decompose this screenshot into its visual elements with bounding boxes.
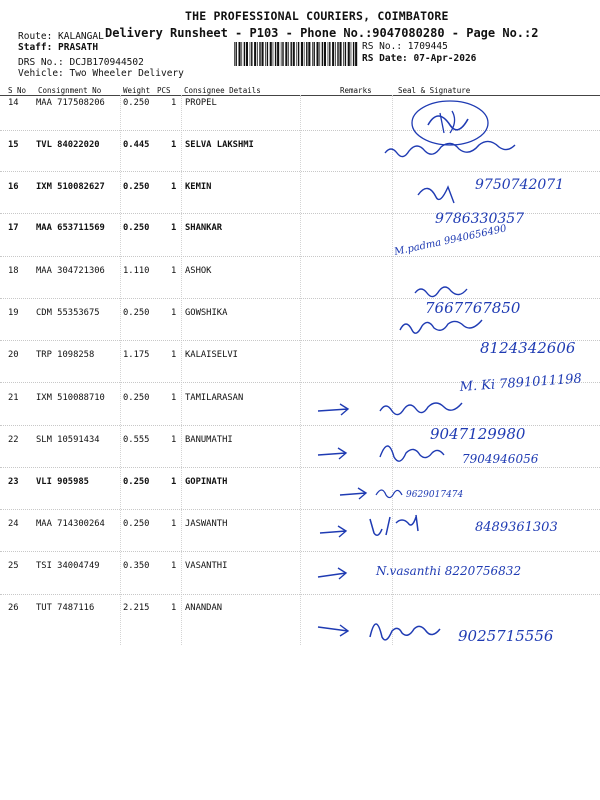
row-consignee: SELVA LAKSHMI bbox=[185, 140, 254, 150]
handwritten-signatures bbox=[300, 95, 600, 655]
row-sno: 25 bbox=[8, 561, 19, 571]
barcode-bar bbox=[345, 42, 346, 66]
barcode-bar bbox=[312, 42, 313, 66]
vehicle-label: Vehicle: Two Wheeler Delivery bbox=[18, 68, 184, 79]
signature-scribble bbox=[400, 320, 482, 333]
barcode-bar bbox=[259, 42, 260, 66]
row-weight: 2.215 bbox=[123, 603, 150, 613]
handwritten-phone: 8489361303 bbox=[475, 520, 558, 535]
row-consignee: KALAISELVI bbox=[185, 350, 238, 360]
row-sno: 14 bbox=[8, 98, 19, 108]
row-pcs: 1 bbox=[171, 223, 177, 233]
row-sno: 15 bbox=[8, 140, 19, 150]
row-weight: 0.250 bbox=[123, 477, 150, 487]
row-weight: 0.250 bbox=[123, 98, 150, 108]
barcode-bar bbox=[273, 42, 274, 66]
row-consignment: CDM 55353675 bbox=[36, 308, 100, 318]
row-consignment: TSI 34004749 bbox=[36, 561, 100, 571]
drs-number: DRS No.: DCJB170944502 bbox=[18, 57, 144, 68]
barcode-bar bbox=[322, 42, 323, 66]
barcode-bar bbox=[251, 42, 252, 66]
row-consignment: TRP 1098258 bbox=[36, 350, 95, 360]
row-sno: 16 bbox=[8, 182, 19, 192]
staff-label: Staff: PRASATH bbox=[18, 42, 99, 53]
barcode-bar bbox=[267, 42, 268, 66]
barcode-bar bbox=[348, 42, 350, 66]
col-consignee: Consignee Details bbox=[184, 86, 261, 95]
row-consignment: VLI 905985 bbox=[36, 477, 89, 487]
barcode-bar bbox=[314, 42, 315, 66]
barcode-bar bbox=[332, 42, 334, 66]
row-consignment: TUT 7487116 bbox=[36, 603, 95, 613]
barcode-bar bbox=[301, 42, 303, 66]
row-weight: 1.175 bbox=[123, 350, 150, 360]
col-weight: Weight bbox=[123, 86, 151, 95]
arrow-mark bbox=[340, 488, 366, 499]
row-weight: 0.350 bbox=[123, 561, 150, 571]
barcode-bar bbox=[293, 42, 295, 66]
barcode-bar bbox=[306, 42, 307, 66]
row-sno: 18 bbox=[8, 266, 19, 276]
row-consignee: VASANTHI bbox=[185, 561, 228, 571]
barcode-bar bbox=[337, 42, 338, 66]
arrow-mark bbox=[320, 526, 346, 537]
barcode-bar bbox=[351, 42, 352, 66]
row-consignee: ANANDAN bbox=[185, 603, 223, 613]
row-pcs: 1 bbox=[171, 435, 177, 445]
row-weight: 1.110 bbox=[123, 266, 150, 276]
row-weight: 0.250 bbox=[123, 182, 150, 192]
row-consignment: MAA 717508206 bbox=[36, 98, 105, 108]
row-weight: 0.250 bbox=[123, 308, 150, 318]
handwritten-phone: 9750742071 bbox=[475, 177, 565, 193]
row-consignee: PROPEL bbox=[185, 98, 217, 108]
row-weight: 0.445 bbox=[123, 140, 150, 150]
runsheet-title: Delivery Runsheet - P103 - Phone No.:9047080280 - Page No.:2 bbox=[105, 26, 539, 40]
handwritten-phone: 9025715556 bbox=[458, 627, 554, 645]
barcode-bar bbox=[265, 42, 266, 66]
barcode-bar bbox=[281, 42, 282, 66]
column-divider bbox=[181, 95, 182, 645]
handwritten-note: M.padma 9940656490 bbox=[393, 223, 508, 258]
barcode-bar bbox=[304, 42, 305, 66]
barcode-bar bbox=[262, 42, 264, 66]
col-seal-signature: Seal & Signature bbox=[398, 86, 471, 95]
barcode-bar bbox=[288, 42, 289, 66]
barcode-bar bbox=[239, 42, 241, 66]
col-remarks: Remarks bbox=[340, 86, 372, 95]
row-consignee: GOWSHIKA bbox=[185, 308, 228, 318]
col-pcs: PCS bbox=[157, 86, 171, 95]
row-sno: 23 bbox=[8, 477, 19, 487]
row-consignee: TAMILARASAN bbox=[185, 393, 244, 403]
barcode-bar bbox=[234, 42, 235, 66]
row-weight: 0.250 bbox=[123, 393, 150, 403]
column-divider bbox=[120, 95, 121, 645]
barcode-bar bbox=[277, 42, 279, 66]
company-title: THE PROFESSIONAL COURIERS, COIMBATORE bbox=[185, 9, 449, 23]
barcode-bar bbox=[244, 42, 245, 66]
barcode-bar bbox=[343, 42, 344, 66]
row-consignment: TVL 84022020 bbox=[36, 140, 100, 150]
arrow-mark bbox=[318, 625, 348, 636]
signature-scribble bbox=[385, 141, 515, 156]
signature-scribble bbox=[370, 515, 418, 535]
signature-scribble bbox=[415, 287, 467, 297]
handwritten-phone: 8124342606 bbox=[480, 339, 576, 357]
col-sno: S No bbox=[8, 86, 27, 95]
row-consignee: BANUMATHI bbox=[185, 435, 233, 445]
barcode-bar bbox=[254, 42, 256, 66]
row-sno: 19 bbox=[8, 308, 19, 318]
barcode-bar bbox=[308, 42, 310, 66]
row-pcs: 1 bbox=[171, 477, 177, 487]
row-weight: 0.250 bbox=[123, 223, 150, 233]
row-pcs: 1 bbox=[171, 561, 177, 571]
arrow-mark bbox=[318, 568, 346, 579]
row-consignment: IXM 510082627 bbox=[36, 182, 105, 192]
row-pcs: 1 bbox=[171, 603, 177, 613]
row-weight: 0.555 bbox=[123, 435, 150, 445]
barcode-bar bbox=[340, 42, 342, 66]
row-consignee: JASWANTH bbox=[185, 519, 228, 529]
signature-scribble bbox=[380, 446, 444, 461]
row-pcs: 1 bbox=[171, 182, 177, 192]
row-sno: 20 bbox=[8, 350, 19, 360]
barcode-bar bbox=[282, 42, 283, 66]
handwritten-note: N.vasanthi 8220756832 bbox=[376, 564, 522, 578]
row-sno: 24 bbox=[8, 519, 19, 529]
row-sno: 17 bbox=[8, 223, 19, 233]
row-consignee: ASHOK bbox=[185, 266, 212, 276]
company-seal-stamp bbox=[412, 101, 488, 145]
arrow-mark bbox=[318, 404, 348, 415]
barcode-bar bbox=[270, 42, 272, 66]
col-consignment: Consignment No bbox=[38, 86, 102, 95]
row-pcs: 1 bbox=[171, 350, 177, 360]
barcode-bar bbox=[257, 42, 258, 66]
barcode-bar bbox=[328, 42, 329, 66]
barcode-bar bbox=[353, 42, 354, 66]
barcode-bar bbox=[296, 42, 297, 66]
barcode-bar bbox=[355, 42, 357, 66]
row-pcs: 1 bbox=[171, 393, 177, 403]
route-label: Route: KALANGAL bbox=[18, 31, 104, 42]
barcode-bar bbox=[246, 42, 248, 66]
barcode-bar bbox=[335, 42, 336, 66]
barcode-bar bbox=[324, 42, 326, 66]
barcode-bar bbox=[329, 42, 330, 66]
signature-scribble bbox=[376, 490, 402, 498]
handwritten-phone: 9786330357 bbox=[435, 211, 525, 227]
row-consignment: MAA 714300264 bbox=[36, 519, 105, 529]
handwritten-phone: 9047129980 bbox=[430, 425, 526, 443]
handwritten-phone: 7667767850 bbox=[425, 299, 521, 317]
row-pcs: 1 bbox=[171, 140, 177, 150]
handwritten-note: 9629017474 bbox=[406, 490, 464, 500]
row-pcs: 1 bbox=[171, 98, 177, 108]
row-consignment: MAA 304721306 bbox=[36, 266, 105, 276]
barcode-bar bbox=[250, 42, 251, 66]
row-consignment: IXM 510088710 bbox=[36, 393, 105, 403]
arrow-mark bbox=[318, 448, 346, 459]
barcode-bar bbox=[236, 42, 237, 66]
signature-scribble bbox=[380, 403, 462, 415]
rs-number: RS No.: 1709445 bbox=[362, 41, 448, 52]
handwritten-phone: 7904946056 bbox=[462, 452, 539, 466]
row-consignee: SHANKAR bbox=[185, 223, 223, 233]
barcode-bar bbox=[317, 42, 319, 66]
row-consignment: SLM 10591434 bbox=[36, 435, 100, 445]
row-sno: 26 bbox=[8, 603, 19, 613]
row-pcs: 1 bbox=[171, 308, 177, 318]
row-consignee: KEMIN bbox=[185, 182, 212, 192]
row-pcs: 1 bbox=[171, 519, 177, 529]
barcode-bar bbox=[319, 42, 320, 66]
row-sno: 21 bbox=[8, 393, 19, 403]
barcode-bar bbox=[275, 42, 276, 66]
handwritten-note: M. Ki 7891011198 bbox=[459, 371, 583, 395]
row-sno: 22 bbox=[8, 435, 19, 445]
row-consignment: MAA 653711569 bbox=[36, 223, 105, 233]
signature-scribble bbox=[418, 187, 454, 203]
barcode-bar bbox=[298, 42, 299, 66]
barcode-bar bbox=[291, 42, 292, 66]
row-consignee: GOPINATH bbox=[185, 477, 228, 487]
barcode-bar bbox=[241, 42, 242, 66]
row-weight: 0.250 bbox=[123, 519, 150, 529]
barcode bbox=[232, 42, 360, 66]
signature-scribble bbox=[370, 624, 440, 640]
rs-date: RS Date: 07-Apr-2026 bbox=[362, 53, 477, 64]
barcode-bar bbox=[285, 42, 287, 66]
row-pcs: 1 bbox=[171, 266, 177, 276]
